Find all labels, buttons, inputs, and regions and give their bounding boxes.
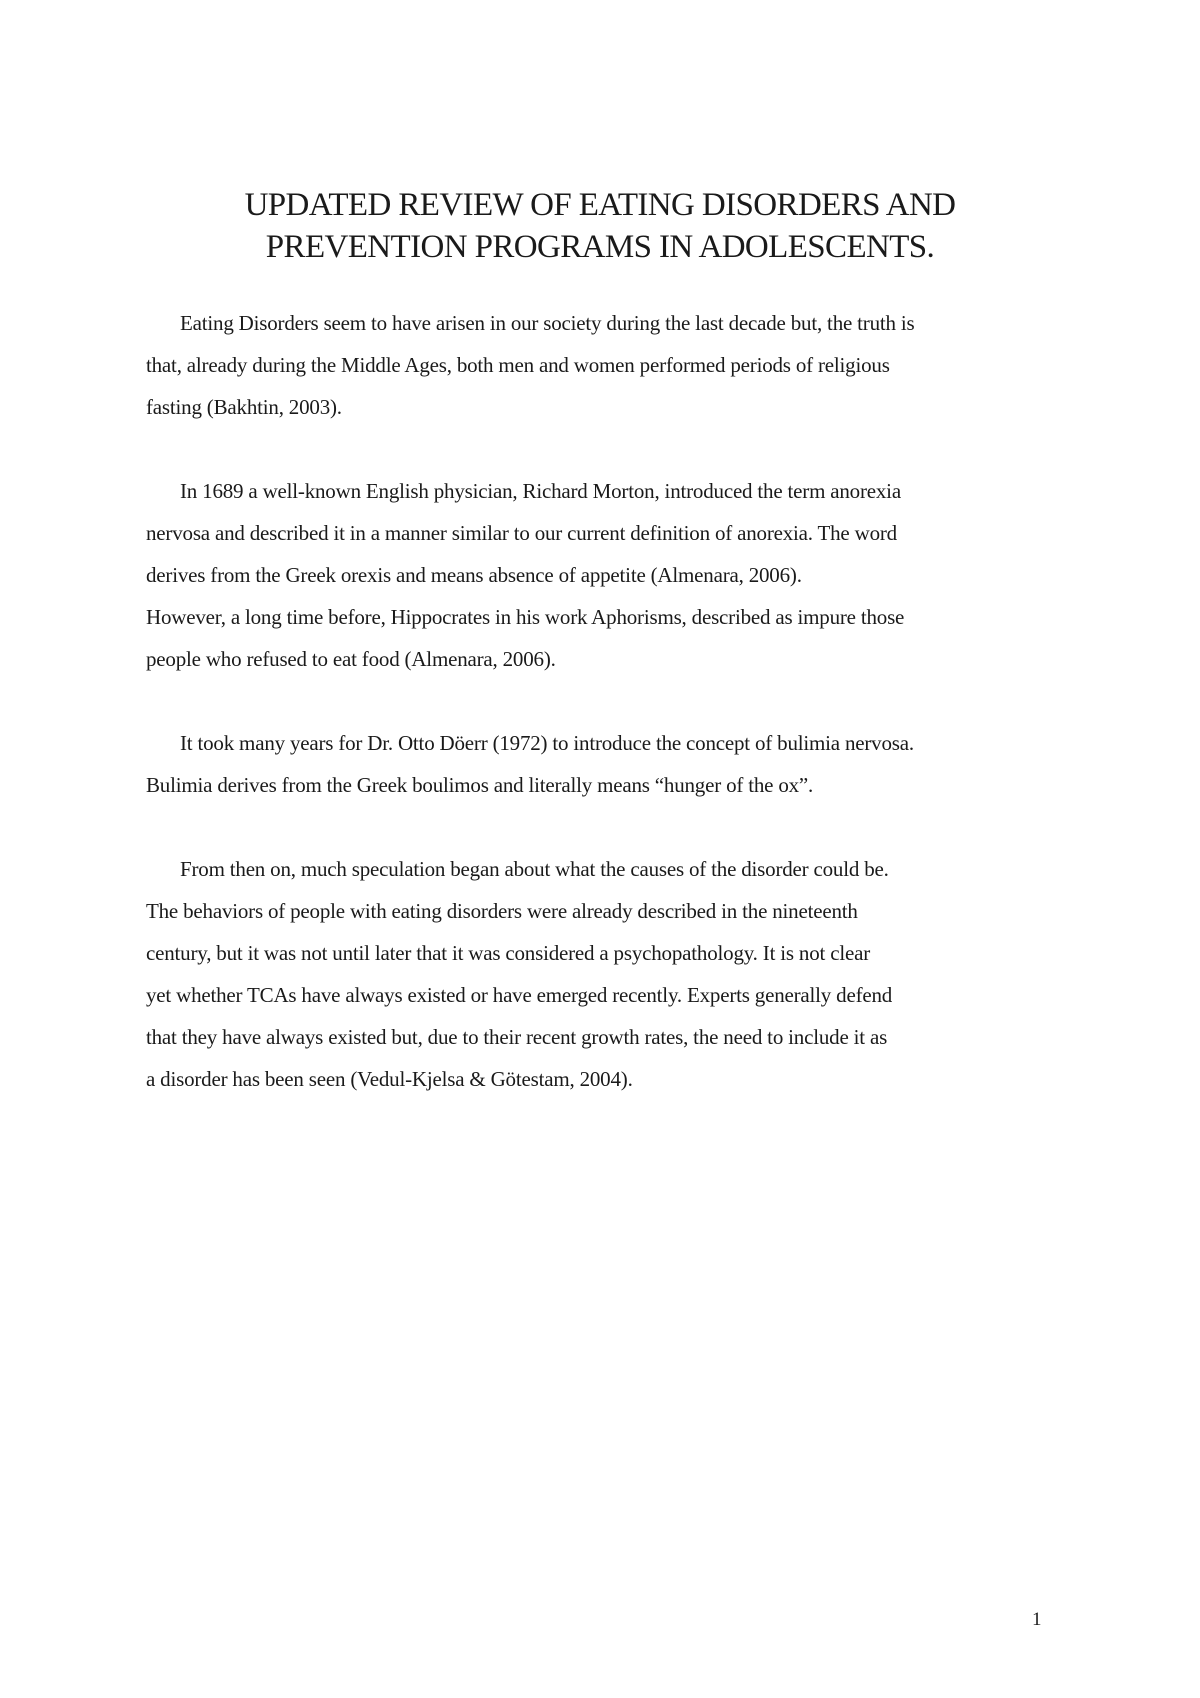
paragraph-line: nervosa and described it in a manner similar to our current definition of anorexia. The word xyxy=(146,521,897,545)
paragraph-line: yet whether TCAs have always existed or have emerged recently. Experts generally defend xyxy=(146,983,893,1007)
paragraph-4 xyxy=(146,848,1076,1100)
paragraph-2 xyxy=(146,470,1076,680)
paragraph-line: The behaviors of people with eating disorders were already described in the nineteenth xyxy=(146,899,858,923)
paragraph-1 xyxy=(146,302,1076,428)
paragraph-line: However, a long time before, Hippocrates in his work Aphorisms, described as impure those xyxy=(146,605,905,629)
page-number: 1 xyxy=(1032,1609,1042,1630)
paragraph-line: Eating Disorders seem to have arisen in our society during the last decade but, the truth is xyxy=(180,311,915,335)
paragraph-line: fasting (Bakhtin, 2003). xyxy=(146,395,342,419)
title-line-1: UPDATED REVIEW OF EATING DISORDERS AND xyxy=(244,187,956,223)
paragraph-line: From then on, much speculation began about what the causes of the disorder could be. xyxy=(180,857,889,881)
paragraph-spacer xyxy=(146,806,1076,848)
document-title xyxy=(0,176,1200,265)
paragraph-line: derives from the Greek orexis and means absence of appetite (Almenara, 2006). xyxy=(146,563,802,587)
title-line-2: PREVENTION PROGRAMS IN ADOLESCENTS. xyxy=(265,229,935,265)
paragraph-spacer xyxy=(146,680,1076,722)
paragraph-line: people who refused to eat food (Almenara, 2006). xyxy=(146,647,556,671)
paragraph-line: century, but it was not until later that it was considered a psychopathology. It is not clear xyxy=(146,941,870,965)
paragraph-line: In 1689 a well-known English physician, Richard Morton, introduced the term anorexia xyxy=(180,479,901,503)
paragraph-line: It took many years for Dr. Otto Döerr (1972) to introduce the concept of bulimia nervosa. xyxy=(180,731,914,755)
paragraph-line: that they have always existed but, due to their recent growth rates, the need to include it as xyxy=(146,1025,888,1049)
paragraph-line: a disorder has been seen (Vedul-Kjelsa & Götestam, 2004). xyxy=(146,1067,633,1091)
document-body xyxy=(146,302,1076,1100)
paragraph-spacer xyxy=(146,428,1076,470)
paragraph-line: Bulimia derives from the Greek boulimos and literally means “hunger of the ox”. xyxy=(146,773,814,797)
paragraph-3 xyxy=(146,722,1076,806)
paragraph-line: that, already during the Middle Ages, both men and women performed periods of religious xyxy=(146,353,890,377)
